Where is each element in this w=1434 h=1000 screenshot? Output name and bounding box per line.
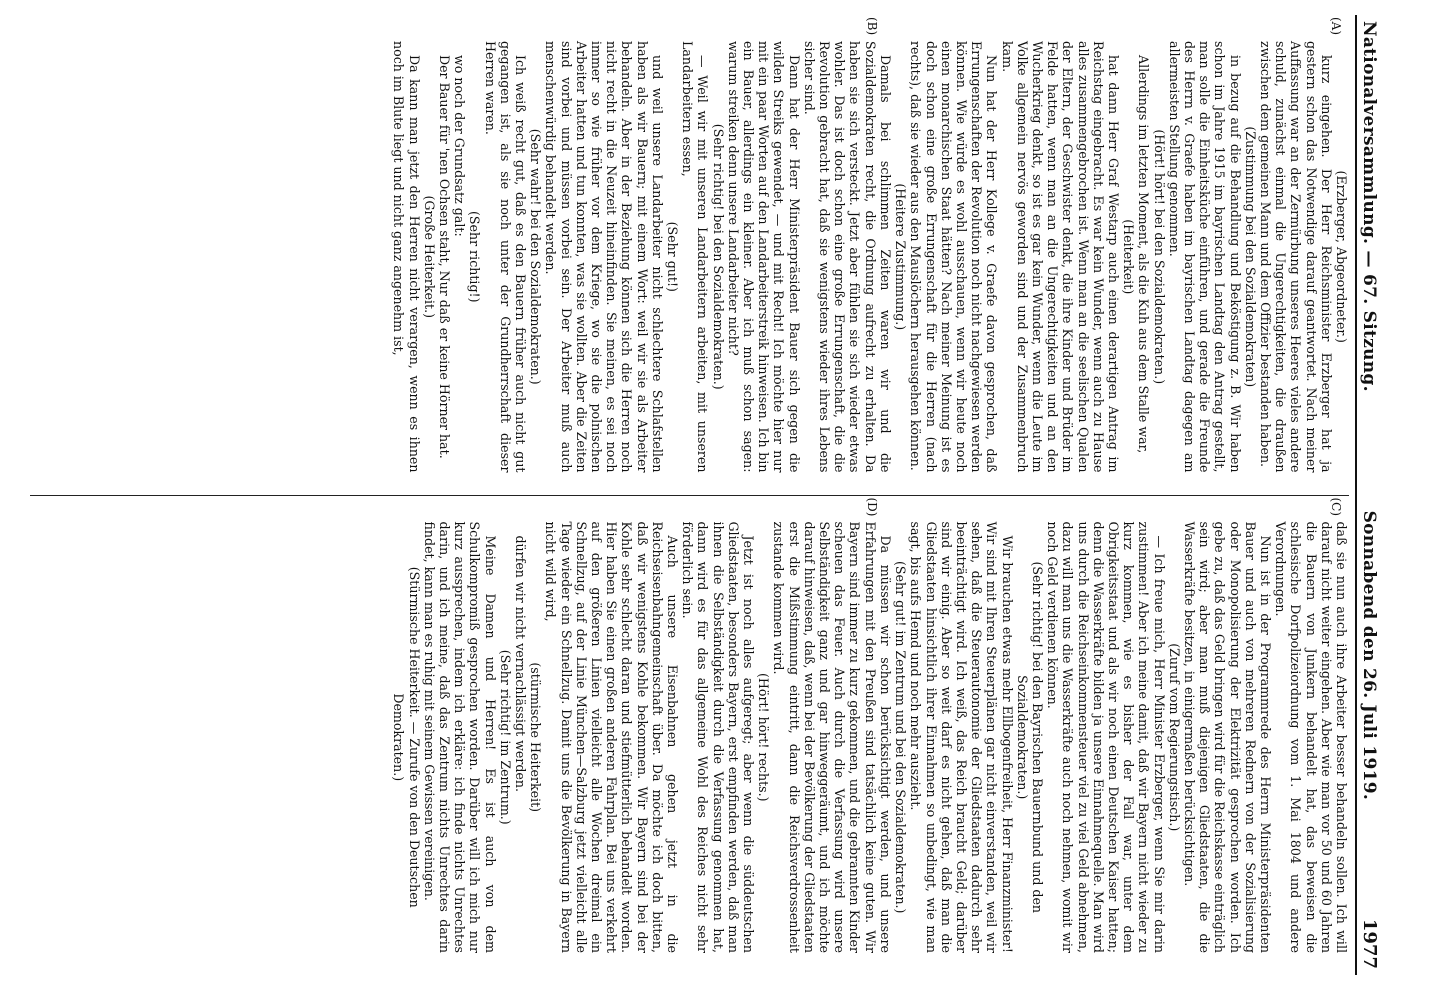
paragraph: in bezug auf die Behandlung und Beköstigung z. B. Wir haben schon im Jahre 1915 im bayrischen Landtag den Antrag gestellt, man solle die Einheitsküche einführen, und gerade die Freunde des Herrn v. Graefe haben im bayrischen Landtag dagegen am allermeisten Stellung genommen. (1166, 41, 1243, 473)
interjection: (Sehr richtig! im Zentrum.) (497, 649, 513, 825)
interjection: (Zustimmung bei den Sozialdemokraten) (1242, 126, 1258, 388)
paragraph: Ich weiß recht gut, daß es den Bauern früher auch nicht gut gegangen ist, als sie noch unter der Grundherrschaft dieser Herren waren. (482, 41, 529, 473)
interjection: (Stürmische Heiterkeit. — Zurufe von den Deutschen Demokraten.) (391, 566, 422, 908)
paragraph: Damals bei schlimmen Zeiten waren wir und die Sozialdemokraten recht, die Ordnung aufrecht zu erhalten. Da haben sie sich versteckt. Jetzt aber fühlen sie sich wieder etwas wohler. Das ist doch schon eine große Errungenschaft, die die Revolution gebracht hat, daß sie wenigstens wieder ihres Lebens sicher sind. (801, 41, 893, 473)
interjection: (Hört! hört! rechts.) (756, 672, 772, 802)
paragraph: Nun hat der Herr Kollege v. Graefe davon gesprochen, daß Errungenschaften der Revolution noch nicht nachgewiesen werden können. Wie würde es wohl ausschauen, wenn wir heute noch einen monarchischen Staat hätten? Nach meiner Meinung ist es doch schon eine große Errungenschaft für die Herren (nach rechts), daß sie wieder aus den Mauslöchern herausgehen können. (908, 41, 1000, 473)
digitization-credit (1418, 0, 1432, 1000)
paragraph: Da kann man jetzt den Herren nicht verargen, wenn es ihnen noch im Blute liegt und nicht ganz angenehm ist, (391, 41, 422, 473)
page-header (1355, 15, 1385, 975)
interjection: (Heiterkeit) (1121, 219, 1137, 295)
paragraph: Auch unsere Eisenbahnen gehen jetzt in die Reichseisenbahngemeinschaft über. Da möchte ich doch bitten, daß wir wenigstens Kohle bekommen. Wir Bayern sind bei der Kohle sehr schlecht daran und stiefmütterlich behandelt worden. Hier haben Sie einen großen anderen Fahrplan. Bei uns verkehrt auf den größeren Linien vielleicht alle Wochen dreimal ein Schnellzug, auf der Linie München—Salzburg jetzt vielleicht alle Tage wieder ein Schnellzug. Damit uns die Bevölkerung in Bayern nicht wild wird, (543, 521, 681, 953)
paragraph: Dann hat der Herr Ministerpräsident Bauer sich gegen die wilden Streiks gewendet, — und mit Recht! Ich möchte hier nur mit ein paar Worten auf den Landarbeiterstreik hinweisen. Ich bin ein Bauer, allerdings ein kleiner. Aber ich muß schon sagen: warum streiken denn unsere Landarbeiter nicht? (725, 41, 802, 473)
interjection: (Sehr gut! im Zentrum und bei den Sozialdemokraten.) (893, 561, 909, 914)
section-marker: (A) (1329, 17, 1343, 36)
header-date: Sonnabend den 26. Juli 1919. (1359, 510, 1379, 801)
interjection: (Sehr wahr! bei den Sozialdemokraten.) (528, 128, 544, 385)
left-column (30, 15, 1349, 495)
interjection: (Sehr richtig! bei den Bayrischen Bauernbund und den Sozialdemokraten.) (1014, 561, 1045, 914)
interjection: (stürmische Heiterkeit) (528, 662, 544, 813)
interjection: (Sehr richtig! bei den Sozialdemokraten.) (710, 123, 726, 390)
interjection: (Große Heiterkeit.) (421, 195, 437, 319)
interjection: (Zuruf vom Regierungstisch.) (1166, 643, 1182, 832)
interjection: (Erzberger, Abgeordneter.) (1334, 170, 1349, 343)
paragraph: und weil unsere Landarbeiter nicht schlechtere Schlafstellen haben als wir Bauern; mit einem Wort: weil wir sie als Arbeiter behandeln. Aber in der Beziehung können sich die Herren noch nicht recht in die Neuzeit hineinfinden. Sie meinen, es sei noch immer so wie früher vor dem Kriege, wo sie die polnischen Arbeiter hatten und tun konnten, was sie wollten. Aber die Zeiten sind vorbei und müssen vorbei sein. Der Arbeiter muß auch menschenwürdig behandelt werden. (543, 41, 665, 473)
rotated-page-content (30, 15, 1385, 975)
paragraph: dürfen wir nicht vernachlässigt werden. (513, 535, 529, 792)
text-columns (30, 15, 1349, 975)
interjection: (Sehr richtig!) (467, 211, 483, 303)
paragraph: hat dann Herr Graf Westarp auch einen derartigen Antrag im Reichstag eingebracht. Es war kein Wunder, wenn auch zu Hause alles zusammengebrochen ist. Wenn man an die seelischen Qualen der Eltern, der Geschwister denkt, die ihre Kinder und Brüder im Felde hatten, wenn man an die Ungerechtigkeiten und an den Wucherkrieg denkt, so ist es gar kein Wunder, wenn die Leute im Volke allgemein nervös geworden sind und der Zusammenbruch kam. (999, 41, 1121, 473)
paragraph: Der Bauer für 'nen Ochsen staht, Nur daß er keine Hörner hat. (437, 55, 453, 459)
paragraph: daß sie nun auch ihre Arbeiter besser behandeln sollen. Ich will darauf nicht weiter eingehen. Aber wie man vor 50 und 60 Jahren die Bauern von Junkern behandelt hat, das beweisen die schlesische Dorfpolizeiordnung vom 1. Mai 1804 und andere Verordnungen. (1273, 521, 1349, 953)
page-number: 1977 (1359, 918, 1380, 969)
paragraph: Nun ist in der Programmrede des Herrn Ministerpräsidenten Bauer und auch von mehreren Rednern von der Sozialisierung oder Monopolisierung der Elektrizität gesprochen worden. Ich gebe zu, daß das Geld bringen wird für die Reichskasse einträglich sein wird; aber man muß diejenigen Gliedstaaten, die die Wasserkräfte besitzen, in einigermaßen berücksichtigen. (1181, 521, 1273, 953)
interjection: (Sehr gut!) (665, 221, 681, 292)
section-marker: (C) (1329, 497, 1343, 517)
interjection: (Heitere Zustimmung.) (893, 183, 909, 331)
paragraph: kurz eingehen. Der Herr Reichsminister Erzberger hat ja gestern schon das Notwendige darauf geantwortet. Nach meiner Auffassung war an der Zermürbung unseres Heeres vieles andere schuld, zunächst einmal die Ungerechtigkeiten, die draußen zwischen dem gemeinen Mann und dem Offizier bestanden haben. (1257, 41, 1334, 473)
header-session: Nationalversammlung. — 67. Sitzung. (1359, 21, 1379, 392)
section-marker: (D) (865, 497, 879, 517)
section-marker: (B) (865, 17, 879, 36)
paragraph: Jetzt ist noch alles aufgeregt; aber wenn die süddeutschen Gliedstaaten, besonders Bayern, erst empfinden werden, daß man ihnen die Selbständigkeit durch die Verfassung genommen hat, dann wird es für das allgemeine Wohl des Reiches nicht sehr förderlich sein. (680, 521, 757, 953)
paragraph: Da müssen wir schon berücksichtigt werden, und unsere Erfahrungen mit den Preußen sind tatsächlich keine guten. Wir Bayern sind immer zu kurz gekommen, und die gebrannten Kinder scheuen das Feuer. Auch durch die Verfassung wird unsere Selbständigkeit ganz und gar hinweggeräumt, und ich möchte darauf hinweisen, daß, wenn bei der Bevölkerung der Gliedstaaten erst die Mißstimmung eintritt, dann die Reichsverdrossenheit zustande kommen wird. (771, 521, 893, 953)
paragraph: Wir brauchen etwas mehr Ellbogenfreiheit, Herr Finanzminister! Wir sind mit Ihren Steuerplänen gar nicht einverstanden, weil wir sehen, daß die Steuerautonomie der Gliedstaaten dadurch sehr beeinträchtigt wird. Ich weiß, das Reich braucht Geld; darüber sind wir einig. Aber so weit darf es nicht gehen, daß man die Gliedstaaten hinsichtlich ihrer Einnahmen so unbedingt, wie man sagt, bis aufs Hemd und noch mehr auszieht. (908, 521, 1015, 953)
interjection: (Hört! hört! bei den Sozialdemokraten.) (1151, 129, 1167, 385)
paragraph: Meine Damen und Herren! Es ist auch von dem Schulkompromiß gesprochen worden. Darüber will ich mich nur kurz aussprechen, indem ich erkläre: ich finde nichts Unrechtes darin, und ich meine, daß das Zentrum nichts Unrechtes darin findet, kann man es ruhig mit seinem Gewissen vereinigen. (421, 521, 498, 953)
right-column (30, 495, 1349, 976)
paragraph: wo noch der Grundsatz galt: (452, 55, 468, 237)
paragraph: Allerdings im letzten Moment, als die Kuh aus dem Stalle war, (1136, 55, 1152, 454)
paragraph: — Weil wir mit unseren Landarbeitern arbeiten, mit unseren Landarbeitern essen, (680, 41, 711, 473)
paragraph: — Ich freue mich, Herr Minister Erzberger, wenn Sie mir darin zustimmen! Aber ich meine damit, daß wir Bayern nicht wieder zu kurz kommen, wie es bisher der Fall war, unter dem Obrigkeitsstaat und als wir noch einen Deutschen Kaiser hatten; denn die Wasserkräfte bilden ja unsere Einnahmequelle. Man wird uns durch die Reichseinkommensteuer viel zu viel Geld abnehmen, dazu will man uns die Wasserkräfte auch noch nehmen, womit wir noch Geld verdienen können. (1045, 521, 1167, 953)
